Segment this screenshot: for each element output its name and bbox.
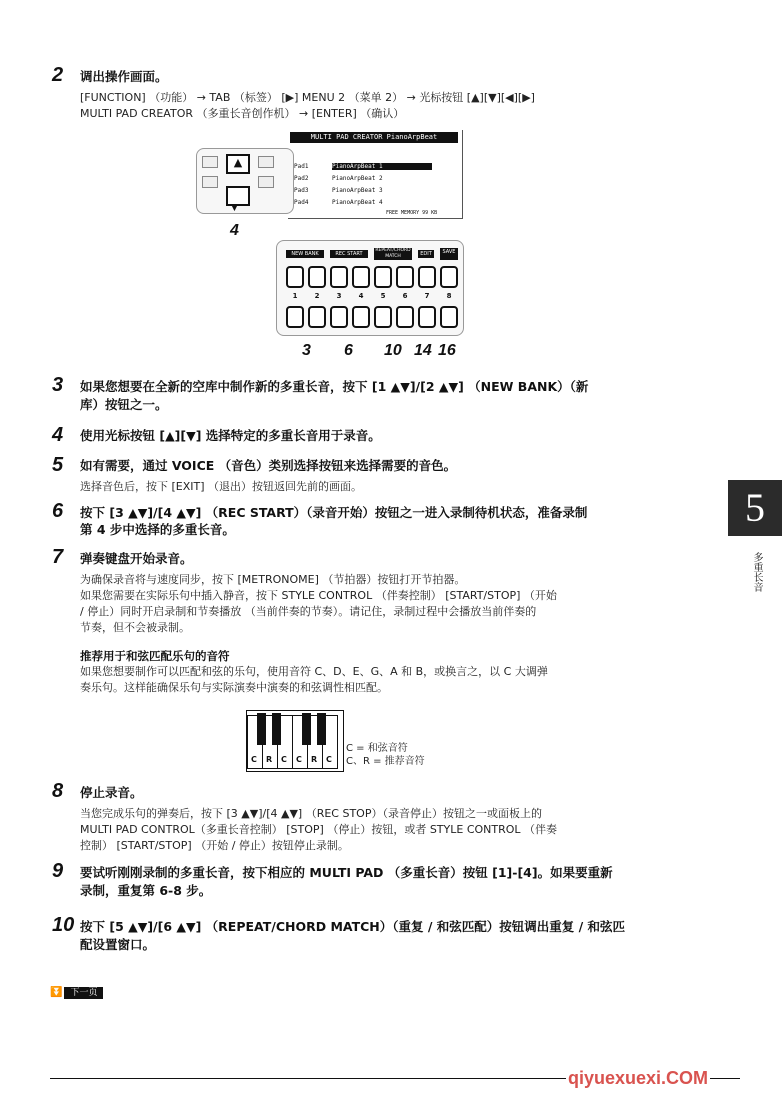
double-chevron-down-icon: ⏬ [50,987,63,998]
lcd-screen [288,130,463,219]
step-number: 3 [52,374,64,396]
step-title-line: 如果您想要在全新的空库中制作新的多重长音，按下 [1 ▲▼]/[2 ▲▼] （NEW BANK）（新 [80,379,589,394]
key-letter: R [266,755,273,764]
edit-label: EDIT [418,250,434,258]
upper-button-3[interactable] [330,266,348,288]
pad-name[interactable]: PianoArpBeat 2 [332,175,383,182]
down-triangle-icon: ▼ [231,203,238,213]
repeat-chord-match-label: REPEAT/CHORD MATCH [375,248,411,259]
step-body-line: 控制） [START/STOP] （开始 / 停止）按钮停止录制。 [80,839,349,852]
key-letter: C [281,755,287,764]
step-number: 10 [52,914,75,936]
panel-diagram [196,130,466,362]
lower-button-7[interactable] [418,306,436,328]
step-body-line: 为确保录音将与速度同步，按下 [METRONOME] （节拍器）按钮打开节拍器。 [80,573,466,586]
watermark: qiyuexuexi.COM [568,1068,709,1088]
step-number: 9 [52,860,64,882]
tip-body-line: 奏乐句。这样能确保乐句与实际演奏中演奏的和弦调性相匹配。 [80,681,388,694]
step-number: 5 [52,454,64,476]
button-number: 4 [358,292,364,300]
key-letter: R [311,755,318,764]
step-body-line: MULTI PAD CONTROL（多重长音控制） [STOP] （停止）按钮，或者 STYLE CONTROL （伴奏 [80,823,558,836]
next-page-label: 下一页 [64,987,103,999]
upper-button-8[interactable] [440,266,458,288]
lower-button-5[interactable] [374,306,392,328]
step-body-line: 节奏，但不会被录制。 [80,621,190,634]
pad-name[interactable]: PianoArpBeat 1 [332,163,432,170]
button-number: 6 [402,292,408,300]
down-arrow-button[interactable] [226,186,250,206]
pad-name[interactable]: PianoArpBeat 3 [332,187,383,194]
step-number: 4 [52,424,64,446]
callout-number: 6 [344,342,353,359]
step-title-line: 按下 [5 ▲▼]/[6 ▲▼] （REPEAT/CHORD MATCH）（重复 / 和弦匹配）按钮调出重复 / 和弦匹 [80,919,626,934]
callout-number: 10 [384,342,402,359]
step-body-line: / 停止）同时开启录制和节奏播放 （当前伴奏的节奏）。请记住，录制过程中会播放当前伴奏的 [80,605,537,618]
black-key [257,713,266,745]
upper-button-5[interactable] [374,266,392,288]
lower-button-4[interactable] [352,306,370,328]
upper-button-1[interactable] [286,266,304,288]
lcd-title: MULTI PAD CREATOR PianoArpBeat [290,132,458,143]
button-number: 2 [314,292,320,300]
key-letter: C [296,755,302,764]
callout-number: 4 [230,222,239,239]
step-body-line: 当您完成乐句的弹奏后，按下 [3 ▲▼]/[4 ▲▼] （REC STOP）（录音停止）按钮之一或面板上的 [80,807,542,820]
free-memory: FREE MEMORY 99 KB [386,210,438,216]
step-title-line: 配设置窗口。 [80,937,156,952]
step-body-line: 如果您需要在实际乐句中插入静音，按下 STYLE CONTROL （伴奏控制） [START/STOP] （开始 [80,589,557,602]
pad-name[interactable]: PianoArpBeat 4 [332,199,383,206]
step-number: 2 [52,64,64,86]
key-letter: C [251,755,257,764]
step-body-line: 选择音色后，按下 [EXIT] （退出）按钮返回先前的画面。 [80,480,363,493]
button-number: 8 [446,292,452,300]
tip-body-line: 如果您想要制作可以匹配和弦的乐句，使用音符 C、D、E、G、A 和 B，或换言之，以 C 大调弹 [80,665,548,678]
save-label: SAVE [440,248,458,260]
exit-button[interactable] [202,156,218,168]
callout-number: 16 [438,342,456,359]
keyboard-legend-line: C、R = 推荐音符 [346,756,425,767]
button-number: 1 [292,292,298,300]
up-arrow-button[interactable]: ▲ [226,154,250,174]
step-title: 如有需要，通过 VOICE （音色）类别选择按钮来选择需要的音色。 [80,458,457,473]
step-number: 8 [52,780,64,802]
left-arrow-button[interactable] [202,176,218,188]
chapter-label: 多重长音 [751,552,762,592]
lower-button-8[interactable] [440,306,458,328]
upper-button-6[interactable] [396,266,414,288]
step-body-line: MULTI PAD CREATOR （多重长音创作机） → [ENTER] （确认） [80,107,405,120]
pad-label: Pad3 [294,187,309,194]
keyboard-legend-line: C = 和弦音符 [346,743,408,754]
step-title: 调出操作画面。 [80,69,168,84]
key-letter: C [326,755,332,764]
step-title-line: 录制，重复第 6-8 步。 [80,883,212,898]
step-title-line: 第 4 步中选择的多重长音。 [80,522,235,537]
button-number: 3 [336,292,342,300]
upper-button-7[interactable] [418,266,436,288]
lower-button-2[interactable] [308,306,326,328]
right-arrow-button[interactable] [258,176,274,188]
step-title-line: 按下 [3 ▲▼]/[4 ▲▼] （REC START）（录音开始）按钮之一进入录制待机状态，准备录制 [80,505,588,520]
step-title-line: 库）按钮之一。 [80,397,168,412]
button-number: 5 [380,292,386,300]
pad-label: Pad2 [294,175,309,182]
button-number: 7 [424,292,430,300]
step-title: 停止录音。 [80,785,143,800]
lower-button-1[interactable] [286,306,304,328]
enter-button[interactable] [258,156,274,168]
keyboard-diagram [246,710,344,772]
upper-button-4[interactable] [352,266,370,288]
pad-label: Pad1 [294,163,309,170]
lower-button-3[interactable] [330,306,348,328]
step-title: 使用光标按钮 [▲][▼] 选择特定的多重长音用于录音。 [80,428,381,443]
step-number: 7 [52,546,64,568]
upper-button-2[interactable] [308,266,326,288]
lower-button-6[interactable] [396,306,414,328]
black-key [272,713,281,745]
next-page-indicator[interactable] [50,986,103,1000]
step-title-line: 要试听刚刚录制的多重长音，按下相应的 MULTI PAD （多重长音）按钮 [1]-[4]。如果要重新 [80,865,613,880]
rec-start-label: REC START [330,250,368,258]
step-body-line: [FUNCTION] （功能） → TAB （标签） [▶] MENU 2 （菜单 2） → 光标按钮 [▲][▼][◀][▶] [80,91,535,104]
callout-number: 14 [414,342,432,359]
step-title: 弹奏键盘开始录音。 [80,551,193,566]
step-number: 6 [52,500,64,522]
chapter-tab: 5 [728,480,782,536]
callout-number: 3 [302,342,311,359]
black-key [302,713,311,745]
pad-label: Pad4 [294,199,309,206]
black-key [317,713,326,745]
new-bank-label: NEW BANK [286,250,324,258]
tip-title: 推荐用于和弦匹配乐句的音符 [80,649,230,663]
